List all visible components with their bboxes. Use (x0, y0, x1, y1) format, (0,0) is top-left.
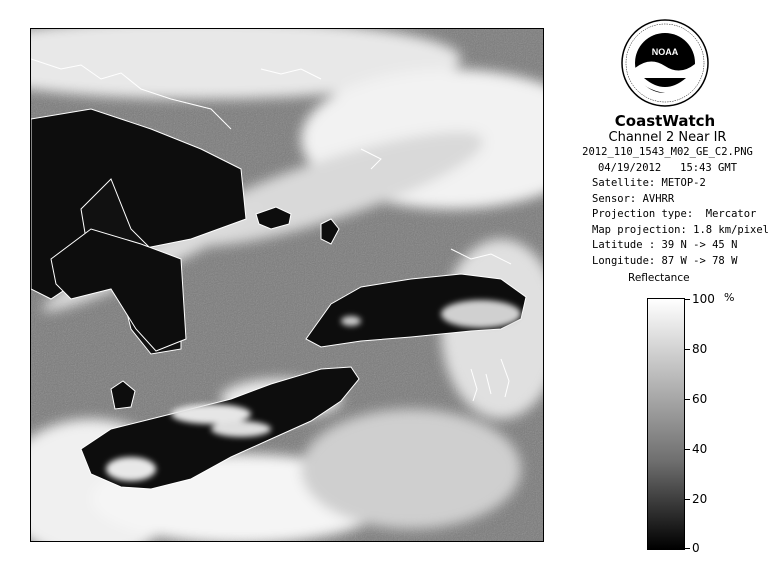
tick-label: 20 (692, 492, 708, 506)
map-projection: Map projection: 1.8 km/pixel (592, 223, 770, 236)
tick-mark (684, 499, 690, 500)
satellite-image (30, 28, 544, 542)
noaa-logo (620, 18, 710, 108)
channel-label: Channel 2 Near IR (608, 130, 727, 145)
tick-label: 80 (692, 342, 708, 356)
longitude-range: Longitude: 87 W -> 78 W (592, 254, 738, 267)
legend-unit: % (724, 291, 735, 304)
tick-mark (684, 548, 690, 549)
satellite-map (31, 29, 543, 541)
brand-title: CoastWatch (614, 112, 716, 130)
legend-title: Reflectance (628, 272, 690, 284)
datetime: 04/19/2012 15:43 GMT (597, 161, 738, 174)
sensor: Sensor: AVHRR (592, 192, 675, 205)
tick-mark (684, 449, 690, 450)
noaa-logo-text: NOAA (651, 47, 679, 57)
tick-label: 40 (692, 442, 708, 456)
filename: 2012_110_1543_M02_GE_C2.PNG (582, 146, 753, 158)
latitude-range: Latitude : 39 N -> 45 N (592, 239, 738, 251)
colorbar (647, 298, 685, 550)
image-metadata (560, 130, 775, 269)
projection-type: Projection type: Mercator (592, 208, 757, 220)
tick-mark (684, 299, 690, 300)
tick-mark (684, 399, 690, 400)
tick-mark (684, 349, 690, 350)
tick-label: 100 (692, 292, 715, 306)
tick-label: 60 (692, 392, 708, 406)
tick-label: 0 (692, 541, 700, 555)
satellite: Satellite: METOP-2 (592, 177, 706, 189)
noaa-emblem (620, 18, 710, 108)
